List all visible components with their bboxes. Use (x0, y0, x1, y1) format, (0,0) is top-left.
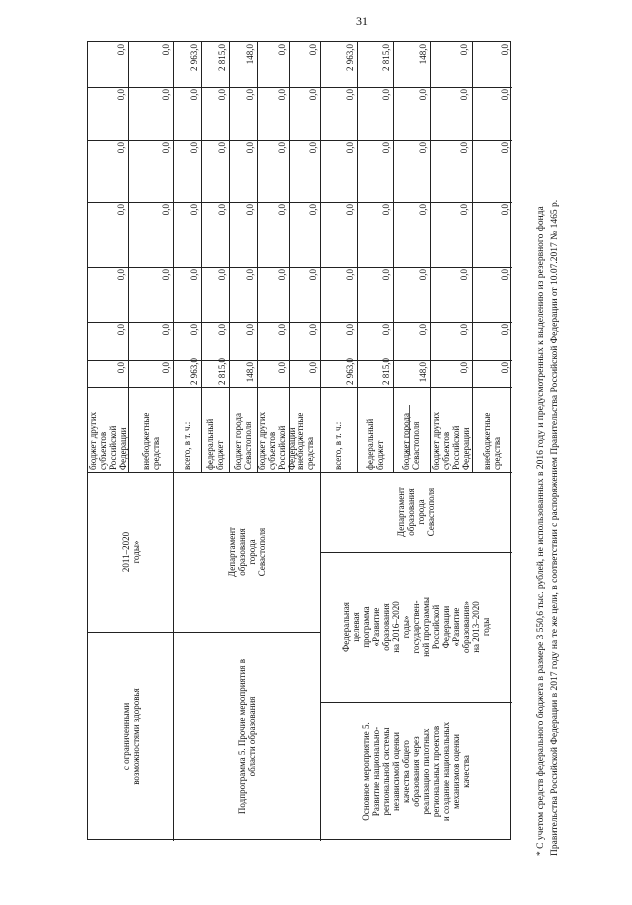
value-cell (173, 140, 201, 202)
source-cell-text (401, 389, 421, 470)
grid-line (88, 472, 512, 473)
value-text: 0,0 (308, 362, 318, 374)
executor-cell-text (396, 476, 436, 548)
value-cell (201, 267, 229, 322)
value-text: 0,0 (245, 204, 255, 216)
value-text: 0,0 (189, 269, 199, 281)
value-text: 0,0 (381, 204, 392, 216)
value-text: 0,0 (277, 269, 287, 281)
page-number: 31 (356, 14, 368, 28)
value-cell (173, 322, 201, 360)
value-cell (229, 202, 257, 267)
source-cell (320, 389, 357, 470)
value-cell (88, 202, 128, 267)
value-text: 0,0 (116, 269, 126, 281)
source-cell-text (482, 389, 502, 470)
source-cell-line: всего, в т. ч.: (182, 421, 192, 470)
program-cell-line: программа (361, 606, 371, 648)
value-cell (289, 87, 320, 140)
value-text: 0,0 (381, 89, 392, 101)
program-cell (320, 556, 512, 698)
value-text: 0,0 (161, 89, 171, 101)
value-text: 0,0 (189, 204, 199, 216)
value-cell (393, 140, 430, 202)
value-text: 0,0 (245, 89, 255, 101)
value-cell (128, 87, 173, 140)
value-text: 0,0 (189, 324, 199, 336)
value-cell (320, 202, 357, 267)
program-cell-line: ной программы (421, 597, 431, 657)
value-text: 0,0 (499, 324, 510, 336)
activity-name-cell-line: Основное мероприятие 5. (361, 722, 371, 821)
value-cell (393, 202, 430, 267)
footnote (518, 36, 578, 856)
activity-name-cell-line: образования через (411, 736, 421, 807)
value-cell (88, 322, 128, 360)
value-cell (320, 360, 357, 387)
value-cell (257, 360, 289, 387)
value-cell (257, 322, 289, 360)
value-text: 0,0 (417, 324, 428, 336)
period-cell-line: годы» (130, 540, 141, 564)
value-cell (229, 267, 257, 322)
value-text: 0,0 (344, 89, 355, 101)
executor-cell-line: города (416, 499, 426, 525)
value-cell (128, 322, 173, 360)
grid-line (88, 387, 512, 388)
executor-cell-line: образования (236, 528, 247, 576)
value-text: 0,0 (217, 89, 227, 101)
value-text: 0,0 (499, 44, 510, 56)
value-text: 0,0 (161, 204, 171, 216)
value-cell (289, 322, 320, 360)
value-text: 0,0 (116, 324, 126, 336)
program-cell-line: годы (481, 617, 491, 637)
value-text: 0,0 (417, 142, 428, 154)
program-name-cell-line: возможностями здоровья (130, 688, 141, 785)
value-text: 0,0 (308, 324, 318, 336)
value-cell (289, 140, 320, 202)
value-text: 0,0 (116, 204, 126, 216)
value-cell (430, 267, 472, 322)
activity-name-cell-line: независимой оценки (391, 732, 401, 811)
value-cell (128, 42, 173, 87)
value-text: 0,0 (308, 89, 318, 101)
source-cell (430, 389, 472, 470)
source-cell (173, 389, 201, 470)
value-text: 0,0 (308, 204, 318, 216)
value-text: 0,0 (277, 204, 287, 216)
activity-name-cell-line: региональной системы (381, 727, 391, 816)
value-text: 0,0 (277, 89, 287, 101)
value-cell (430, 87, 472, 140)
source-cell-text (141, 389, 161, 470)
value-cell (128, 202, 173, 267)
value-cell (472, 42, 512, 87)
value-text: 0,0 (459, 44, 470, 56)
executor-cell-line: Департамент (226, 527, 237, 577)
activity-name-cell-line: Развитие национально- (371, 726, 381, 817)
value-text: 0,0 (245, 142, 255, 154)
value-text: 0,0 (459, 204, 470, 216)
value-cell (357, 42, 394, 87)
value-cell (173, 360, 201, 387)
source-cell-line: Федерации (287, 427, 297, 470)
source-cell-line: бюджет других (430, 411, 441, 470)
source-cell-text (205, 389, 225, 470)
value-cell (289, 42, 320, 87)
value-cell (229, 322, 257, 360)
source-cell-line: Федерации (460, 427, 471, 470)
source-cell-line: федеральный (364, 418, 375, 470)
source-cell (472, 389, 512, 470)
value-cell (201, 360, 229, 387)
source-cell-line: Российской (450, 425, 461, 470)
value-cell (88, 267, 128, 322)
value-cell (472, 140, 512, 202)
program-cell-line: государствен- (411, 600, 421, 654)
value-text: 0,0 (344, 269, 355, 281)
executor-cell-line: города (246, 539, 257, 565)
source-cell (201, 389, 229, 470)
program-cell-line: на 2016–2020 (391, 601, 401, 653)
program-cell-text (341, 556, 491, 698)
source-cell (229, 389, 257, 470)
value-text: 2 963,0 (189, 358, 199, 385)
value-cell (88, 140, 128, 202)
value-cell (357, 322, 394, 360)
value-cell (88, 360, 128, 387)
budget-table (87, 41, 511, 840)
activity-name-cell-line: реализацию пилотных (421, 728, 431, 815)
value-text: 2 815,0 (381, 358, 392, 385)
value-text: 0,0 (417, 204, 428, 216)
activity-name-cell-line: и создание национальных (441, 721, 451, 822)
value-cell (289, 360, 320, 387)
subprogram-name-cell-line: области образования (246, 696, 257, 777)
value-cell (320, 322, 357, 360)
value-text: 2 963,0 (344, 44, 355, 71)
source-cell-line: бюджет города (401, 413, 412, 470)
value-text: 0,0 (277, 44, 287, 56)
value-cell (128, 360, 173, 387)
source-cell (289, 389, 320, 470)
value-text: 0,0 (161, 269, 171, 281)
value-cell (393, 360, 430, 387)
source-cell-text (88, 389, 128, 470)
value-text: 0,0 (499, 89, 510, 101)
value-cell (173, 202, 201, 267)
value-cell (201, 322, 229, 360)
subprogram-name-cell-line: Подпрограмма 5. Прочие мероприятия в (236, 658, 247, 815)
source-cell-line: бюджет (374, 440, 385, 470)
executor-cell-line: Севастополя (426, 487, 436, 537)
value-cell (357, 140, 394, 202)
value-cell (173, 42, 201, 87)
footnote-line: * С учетом средств федерального бюджета в размере 3 550,6 тыс. рублей, не использованных в 2016 году и предусмотренных к выделению из резервного фонда (536, 206, 546, 856)
value-cell (430, 202, 472, 267)
program-cell-line: образования» (461, 601, 471, 653)
value-cell (257, 267, 289, 322)
value-text: 0,0 (499, 362, 510, 374)
source-cell-text (295, 389, 315, 470)
program-cell-line: Федерации (441, 605, 451, 649)
executor-cell-line: Севастополя (256, 527, 267, 577)
period-cell-text (121, 476, 141, 628)
executor-cell-text (227, 476, 267, 628)
value-text: 0,0 (189, 142, 199, 154)
value-cell (430, 42, 472, 87)
activity-name-cell-line: качества (461, 755, 471, 788)
source-cell (393, 389, 430, 470)
value-text: 2 815,0 (217, 358, 227, 385)
value-cell (320, 140, 357, 202)
value-text: 0,0 (459, 324, 470, 336)
value-text: 0,0 (459, 142, 470, 154)
source-cell-line: средства (491, 436, 502, 470)
source-cell-line: внебюджетные (140, 412, 151, 470)
value-text: 0,0 (161, 362, 171, 374)
value-text: 0,0 (116, 362, 126, 374)
period-cell (88, 476, 173, 628)
value-cell (201, 42, 229, 87)
value-text: 0,0 (459, 269, 470, 281)
source-cell-line: Севастополя (411, 421, 422, 470)
source-cell-line: Российской (277, 425, 287, 470)
source-cell-line: бюджет (215, 440, 225, 470)
value-cell (201, 202, 229, 267)
value-cell (430, 360, 472, 387)
value-text: 0,0 (116, 89, 126, 101)
source-cell-text (233, 389, 253, 470)
source-cell (357, 389, 394, 470)
value-cell (88, 87, 128, 140)
source-cell-line: внебюджетные (481, 412, 492, 470)
value-text: 148,0 (417, 44, 428, 65)
value-text: 0,0 (277, 142, 287, 154)
source-cell-line: федеральный (205, 418, 215, 470)
value-text: 0,0 (161, 44, 171, 56)
source-cell (257, 389, 297, 470)
value-cell (472, 267, 512, 322)
value-cell (320, 42, 357, 87)
value-text: 0,0 (277, 362, 287, 374)
value-text: 0,0 (189, 89, 199, 101)
value-cell (229, 87, 257, 140)
value-cell (472, 322, 512, 360)
value-text: 0,0 (459, 362, 470, 374)
source-cell-line: средства (304, 436, 315, 470)
value-text: 0,0 (417, 89, 428, 101)
subprogram-name-cell-text (237, 636, 257, 837)
source-cell-line: субъектов (267, 431, 277, 470)
value-cell (357, 87, 394, 140)
value-text: 0,0 (277, 324, 287, 336)
source-cell-line: Севастополя (243, 421, 253, 470)
value-cell (472, 87, 512, 140)
grid-line (320, 702, 512, 703)
value-text: 0,0 (459, 89, 470, 101)
value-cell (229, 140, 257, 202)
source-cell (128, 389, 173, 470)
value-cell (257, 140, 289, 202)
value-cell (201, 87, 229, 140)
value-cell (229, 360, 257, 387)
period-cell-line: 2011–2020 (120, 531, 131, 573)
source-cell-line: Российской (108, 425, 118, 470)
program-name-cell-text (121, 636, 141, 837)
program-cell-line: Федеральная (341, 602, 351, 652)
value-cell (289, 267, 320, 322)
value-cell (257, 87, 289, 140)
program-cell-line: годы» (401, 615, 411, 639)
value-cell (229, 42, 257, 87)
value-text: 148,0 (245, 362, 255, 383)
value-text: 0,0 (381, 142, 392, 154)
grid-line (173, 632, 320, 633)
value-cell (393, 87, 430, 140)
program-name-cell (88, 636, 173, 837)
value-text: 0,0 (499, 269, 510, 281)
grid-line (88, 632, 173, 633)
value-cell (320, 267, 357, 322)
value-text: 0,0 (344, 204, 355, 216)
value-cell (257, 42, 289, 87)
source-cell-line: всего, в т. ч.: (333, 421, 344, 470)
value-text: 2 963,0 (344, 358, 355, 385)
value-cell (257, 202, 289, 267)
value-cell (357, 267, 394, 322)
program-cell-line: Российской (431, 604, 441, 650)
executor-cell-line: Департамент (396, 487, 406, 537)
executor-cell-line: образования (406, 488, 416, 536)
value-text: 0,0 (116, 44, 126, 56)
value-text: 0,0 (417, 269, 428, 281)
value-text: 0,0 (381, 269, 392, 281)
value-cell (430, 140, 472, 202)
value-cell (173, 87, 201, 140)
value-cell (320, 87, 357, 140)
executor-cell (173, 476, 320, 628)
value-cell (357, 360, 394, 387)
program-cell-line: «Развитие (371, 607, 381, 647)
grid-line (320, 552, 512, 553)
activity-name-cell-line: региональных проектов (431, 725, 441, 818)
program-cell-line: «Развитие (451, 607, 461, 647)
value-text: 148,0 (245, 44, 255, 65)
program-cell-line: образования (381, 603, 391, 651)
source-cell-text (182, 389, 192, 470)
subprogram-name-cell (173, 636, 320, 837)
source-cell-line: Федерации (118, 427, 128, 470)
value-text: 0,0 (381, 324, 392, 336)
source-cell-text (333, 389, 343, 470)
value-cell (472, 202, 512, 267)
source-cell-line: субъектов (98, 431, 108, 470)
value-cell (393, 42, 430, 87)
source-cell-text (365, 389, 385, 470)
value-text: 0,0 (344, 324, 355, 336)
value-text: 0,0 (217, 269, 227, 281)
source-cell-line: внебюджетные (294, 412, 305, 470)
source-cell-line: средства (150, 436, 161, 470)
value-cell (173, 267, 201, 322)
value-text: 148,0 (417, 362, 428, 383)
activity-name-cell-line: механизмов оценки (451, 733, 461, 810)
activity-name-cell (320, 706, 512, 837)
value-cell (289, 202, 320, 267)
value-text: 0,0 (217, 204, 227, 216)
value-cell (201, 140, 229, 202)
value-text: 0,0 (217, 324, 227, 336)
footnote-text (534, 36, 562, 856)
source-cell (88, 389, 128, 470)
value-cell (430, 322, 472, 360)
program-name-cell-line: с ограниченными (120, 702, 131, 771)
activity-name-cell-text (361, 706, 471, 837)
value-text: 0,0 (499, 204, 510, 216)
source-cell-line: субъектов (440, 431, 451, 470)
source-cell-line: бюджет города (233, 413, 243, 470)
value-text: 0,0 (116, 142, 126, 154)
value-text: 0,0 (499, 142, 510, 154)
source-cell-line: бюджет других (257, 411, 267, 470)
value-text: 0,0 (245, 324, 255, 336)
footnote-line: Правительства Российской Федерации в 2017 году на те же цели, в соответствии с распоряжением Правительства Российской Федерации от 10.07.2017 № 1465 р. (550, 199, 560, 856)
value-cell (472, 360, 512, 387)
value-text: 2 815,0 (381, 44, 392, 71)
value-cell (393, 322, 430, 360)
program-cell-line: на 2013–2020 (471, 601, 481, 653)
separator-line (409, 405, 410, 455)
value-cell (88, 42, 128, 87)
value-cell (128, 140, 173, 202)
activity-name-cell-line: качества общего (401, 740, 411, 803)
program-cell-line: целевая (351, 612, 361, 642)
source-cell-text (431, 389, 471, 470)
source-cell-line: бюджет других (88, 411, 98, 470)
value-text: 0,0 (245, 269, 255, 281)
value-text: 2 963,0 (189, 44, 199, 71)
value-text: 0,0 (217, 142, 227, 154)
value-text: 0,0 (308, 269, 318, 281)
value-cell (128, 267, 173, 322)
value-text: 0,0 (308, 142, 318, 154)
value-cell (357, 202, 394, 267)
value-text: 0,0 (308, 44, 318, 56)
value-text: 0,0 (161, 324, 171, 336)
value-text: 2 815,0 (217, 44, 227, 71)
value-cell (393, 267, 430, 322)
executor-cell (320, 476, 512, 548)
value-text: 0,0 (161, 142, 171, 154)
value-text: 0,0 (344, 142, 355, 154)
